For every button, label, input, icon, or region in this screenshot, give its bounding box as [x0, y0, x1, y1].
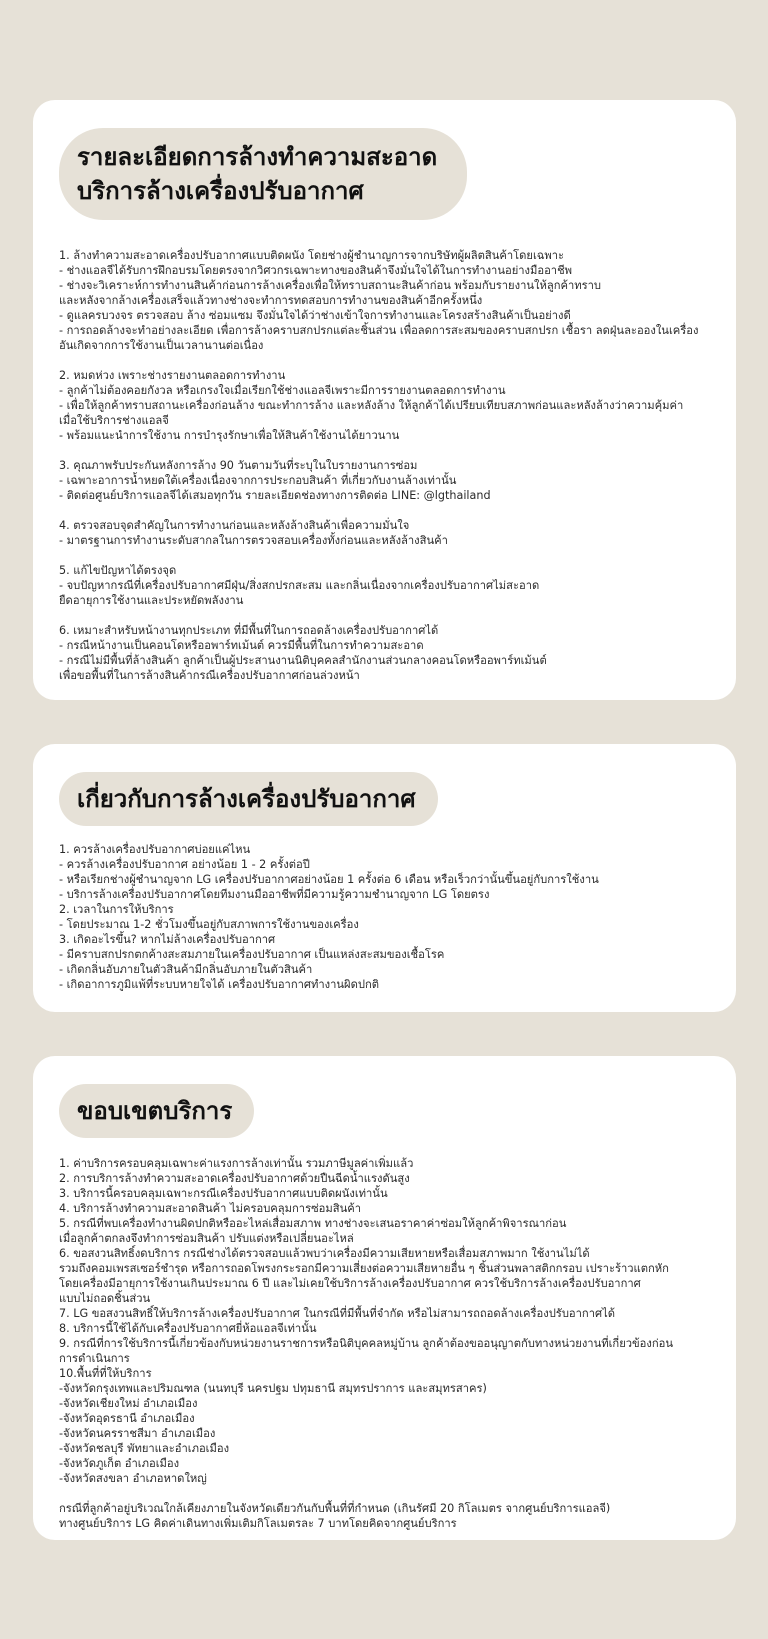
body-line: -จังหวัดนครราชสีมา อำเภอเมือง — [59, 1427, 216, 1440]
body-line: โดยเครื่องมีอายุการใช้งานเกินประมาณ 6 ปี และไม่เคยใช้บริการล้างเครื่องปรับอากาศ ควรใช้บริการล้างเครื่องปรับอากาศ — [59, 1277, 641, 1290]
body-line: เพื่อขอพื้นที่ในการล้างสินค้ากรณีเครื่องปรับอากาศก่อนล่วงหน้า — [59, 669, 360, 682]
body-line: รวมถึงคอมเพรสเซอร์ชำรุด หรือการถอดโพรงกระรอกมีความเสี่ยงต่อความเสียหายอื่น ๆ ชิ้นส่วนพลาสติกกรอบ เปราะร้าวแตกหัก — [59, 1262, 669, 1275]
body-line: ทางศูนย์บริการ LG คิดค่าเดินทางเพิ่มเติมกิโลเมตรละ 7 บาทโดยคิดจากศูนย์บริการ — [59, 1517, 457, 1530]
body-line — [59, 443, 710, 458]
body-line: การดำเนินการ — [59, 1352, 130, 1365]
body-line: - ควรล้างเครื่องปรับอากาศ อย่างน้อย 1 - 2 ครั้งต่อปี — [59, 858, 310, 871]
body-line: 6. เหมาะสำหรับหน้างานทุกประเภท ที่มีพื้นที่ในการถอดล้างเครื่องปรับอากาศได้ — [59, 624, 439, 637]
body-line: - เพื่อให้ลูกค้าทราบสถานะเครื่องก่อนล้าง ขณะทำการล้าง และหลังล้าง ให้ลูกค้าได้เปรียบเทียบสภาพก่อนและหลังล้างว่าความคุ้มค่า — [59, 399, 684, 412]
about-cleaning-card — [33, 744, 736, 1012]
body-line: - ช่างแอลจีได้รับการฝึกอบรมโดยตรงจากวิศวกรเฉพาะทางของสินค้าจึงมั่นใจได้ในการทำงานอย่างมืออาชีพ — [59, 264, 573, 277]
body-line: -จังหวัดกรุงเทพและปริมณฑล (นนทบุรี นครปฐม ปทุมธานี สมุทรปราการ และสมุทรสาคร) — [59, 1382, 487, 1395]
body-line: 2. หมดห่วง เพราะช่างรายงานตลอดการทำงาน — [59, 369, 286, 382]
body-line — [59, 608, 710, 623]
section-title — [59, 1084, 254, 1138]
body-line: - เกิดกลิ่นอับภายในตัวสินค้ามีกลิ่นอับภายในตัวสินค้า — [59, 963, 313, 976]
body-line — [59, 548, 710, 563]
service-details-card — [33, 100, 736, 700]
section-title — [59, 128, 467, 220]
body-line: - โดยประมาณ 1-2 ชั่วโมงขึ้นอยู่กับสภาพการใช้งานของเครื่อง — [59, 918, 359, 931]
section-body — [59, 1156, 710, 1531]
body-line: - ดูแลครบวงจร ตรวจสอบ ล้าง ซ่อมแซม จึงมั่นใจได้ว่าช่างเข้าใจการทำงานและโครงสร้างสินค้าเป็นอย่างดี — [59, 309, 571, 322]
body-line: 3. คุณภาพรับประกันหลังการล้าง 90 วันตามวันที่ระบุในใบรายงานการซ่อม — [59, 459, 418, 472]
section-title — [59, 772, 438, 826]
body-line: - จบปัญหากรณีที่เครื่องปรับอากาศมีฝุ่น/สิ่งสกปรกสะสม และกลิ่นเนื่องจากเครื่องปรับอากาศไม่สะอาด — [59, 579, 540, 592]
body-line: 2. เวลาในการให้บริการ — [59, 903, 174, 916]
body-line: -จังหวัดสงขลา อำเภอหาดใหญ่ — [59, 1472, 207, 1485]
title-line: ขอบเขตบริการ — [77, 1097, 233, 1125]
body-line: อันเกิดจากการใช้งานเป็นเวลานานต่อเนื่อง — [59, 339, 264, 352]
body-line: - พร้อมแนะนำการใช้งาน การบำรุงรักษาเพื่อให้สินค้าใช้งานได้ยาวนาน — [59, 429, 400, 442]
body-line: -จังหวัดชลบุรี พัทยาและอำเภอเมือง — [59, 1442, 230, 1455]
body-line: เมื่อลูกค้าตกลงจึงทำการซ่อมสินค้า ปรับแต่งหรือเปลี่ยนอะไหล่ — [59, 1232, 354, 1245]
body-line: 8. บริการนี้ใช้ได้กับเครื่องปรับอากาศยี่ห้อแอลจีเท่านั้น — [59, 1322, 317, 1335]
body-line: -จังหวัดภูเก็ต อำเภอเมือง — [59, 1457, 180, 1470]
body-line: - หรือเรียกช่างผู้ชำนาญจาก LG เครื่องปรับอากาศอย่างน้อย 1 ครั้งต่อ 6 เดือน หรือเร็วกว่านั้นขึ้นอยู่กับการใช้งาน — [59, 873, 599, 886]
body-line — [59, 503, 710, 518]
body-line: เมื่อใช้บริการช่างแอลจี — [59, 414, 169, 427]
body-line: - ลูกค้าไม่ต้องคอยกังวล หรือเกรงใจเมื่อเรียกใช้ช่างแอลจีเพราะมีการรายงานตลอดการทำงาน — [59, 384, 506, 397]
title-line: เกี่ยวกับการล้างเครื่องปรับอากาศ — [77, 785, 416, 813]
body-line: กรณีที่ลูกค้าอยู่บริเวณใกล้เคียงภายในจังหวัดเดียวกันกับพื้นที่ที่กำหนด (เกินรัศมี 20 กิโลเมตร จากศูนย์บริการแอลจี) — [59, 1502, 611, 1515]
body-line: - เฉพาะอาการน้ำหยดใต้เครื่องเนื่องจากการประกอบสินค้า ที่เกี่ยวกับงานล้างเท่านั้น — [59, 474, 457, 487]
body-line: 9. กรณีที่การใช้บริการนี้เกี่ยวข้องกับหน่วยงานราชการหรือนิติบุคคลหมู่บ้าน ลูกค้าต้องขออนุญาตกับทางหน่วยงานที่เกี่ยวข้องก่อน — [59, 1337, 674, 1350]
body-line: 2. การบริการล้างทำความสะอาดเครื่องปรับอากาศด้วยปืนฉีดน้ำแรงดันสูง — [59, 1172, 410, 1185]
body-line: 6. ขอสงวนสิทธิ์งดบริการ กรณีช่างได้ตรวจสอบแล้วพบว่าเครื่องมีความเสียหายหรือเสื่อมสภาพมาก ใช้งานไม่ได้ — [59, 1247, 590, 1260]
body-line: 5. กรณีที่พบเครื่องทำงานผิดปกติหรืออะไหล่เสื่อมสภาพ ทางช่างจะเสนอราคาค่าซ่อมให้ลูกค้าพิจารณาก่อน — [59, 1217, 567, 1230]
body-line: 3. บริการนี้ครอบคลุมเฉพาะกรณีเครื่องปรับอากาศแบบติดผนังเท่านั้น — [59, 1187, 388, 1200]
body-line: และหลังจากล้างเครื่องเสร็จแล้วทางช่างจะทำการทดสอบการทำงานของสินค้าอีกครั้งหนึ่ง — [59, 294, 483, 307]
section-body — [59, 248, 710, 683]
body-line: -จังหวัดอุดรธานี อำเภอเมือง — [59, 1412, 195, 1425]
body-line — [59, 353, 710, 368]
body-line: ยืดอายุการใช้งานและประหยัดพลังงาน — [59, 594, 244, 607]
body-line: 4. บริการล้างทำความสะอาดสินค้า ไม่ครอบคลุมการซ่อมสินค้า — [59, 1202, 362, 1215]
body-line: 1. ล้างทำความสะอาดเครื่องปรับอากาศแบบติดผนัง โดยช่างผู้ชำนาญการจากบริษัทผู้ผลิตสินค้าโดยเฉพาะ — [59, 249, 565, 262]
body-line: 7. LG ขอสงวนสิทธิ์ให้บริการล้างเครื่องปรับอากาศ ในกรณีที่มีพื้นที่จำกัด หรือไม่สามารถถอดล้างเครื่องปรับอากาศได้ — [59, 1307, 615, 1320]
body-line: -จังหวัดเชียงใหม่ อำเภอเมือง — [59, 1397, 198, 1410]
body-line: - การถอดล้างจะทำอย่างละเอียด เพื่อการล้างคราบสกปรกแต่ละชิ้นส่วน เพื่อลดการสะสมของคราบสกปรก เชื้อรา ลดฝุ่นละอองในเครื่อง — [59, 324, 699, 337]
body-line: - มีคราบสกปรกตกค้างสะสมภายในเครื่องปรับอากาศ เป็นแหล่งสะสมของเชื้อโรค — [59, 948, 445, 961]
body-line: 1. ค่าบริการครอบคลุมเฉพาะค่าแรงการล้างเท่านั้น รวมภาษีมูลค่าเพิ่มแล้ว — [59, 1157, 414, 1170]
body-line: - ติดต่อศูนย์บริการแอลจีได้เสมอทุกวัน รายละเอียดช่องทางการติดต่อ LINE: @lgthailand — [59, 489, 491, 502]
body-line — [59, 1486, 710, 1501]
section-body — [59, 842, 710, 992]
body-line: แบบไม่ถอดชิ้นส่วน — [59, 1292, 151, 1305]
body-line: - เกิดอาการภูมิแพ้ที่ระบบหายใจได้ เครื่องปรับอากาศทำงานผิดปกติ — [59, 978, 380, 991]
body-line: 1. ควรล้างเครื่องปรับอากาศบ่อยแค่ไหน — [59, 843, 251, 856]
service-scope-card — [33, 1056, 736, 1540]
body-line: 4. ตรวจสอบจุดสำคัญในการทำงานก่อนและหลังล้างสินค้าเพื่อความมั่นใจ — [59, 519, 410, 532]
body-line: - มาตรฐานการทำงานระดับสากลในการตรวจสอบเครื่องทั้งก่อนและหลังล้างสินค้า — [59, 534, 448, 547]
body-line: - กรณีไม่มีพื้นที่ล้างสินค้า ลูกค้าเป็นผู้ประสานงานนิติบุคคลสำนักงานส่วนกลางคอนโดหรืออพาร์ทเม้นต์ — [59, 654, 547, 667]
body-line: 5. แก้ไขปัญหาได้ตรงจุด — [59, 564, 177, 577]
title-line: รายละเอียดการล้างทำความสะอาด — [77, 143, 438, 171]
body-line: 3. เกิดอะไรขึ้น? หากไม่ล้างเครื่องปรับอากาศ — [59, 933, 276, 946]
title-line: บริการล้างเครื่องปรับอากาศ — [77, 177, 364, 205]
body-line: - ช่างจะวิเคราะห์การทำงานสินค้าก่อนการล้างเครื่องเพื่อให้ทราบสถานะสินค้าก่อน พร้อมกับรายงานให้ลูกค้าทราบ — [59, 279, 602, 292]
body-line: 10.พื้นที่ที่ให้บริการ — [59, 1367, 152, 1380]
body-line: - กรณีหน้างานเป็นคอนโดหรืออพาร์ทเม้นต์ ควรมีพื้นที่ในการทำความสะอาด — [59, 639, 424, 652]
body-line: - บริการล้างเครื่องปรับอากาศโดยทีมงานมืออาชีพที่มีความรู้ความชำนาญจาก LG โดยตรง — [59, 888, 490, 901]
